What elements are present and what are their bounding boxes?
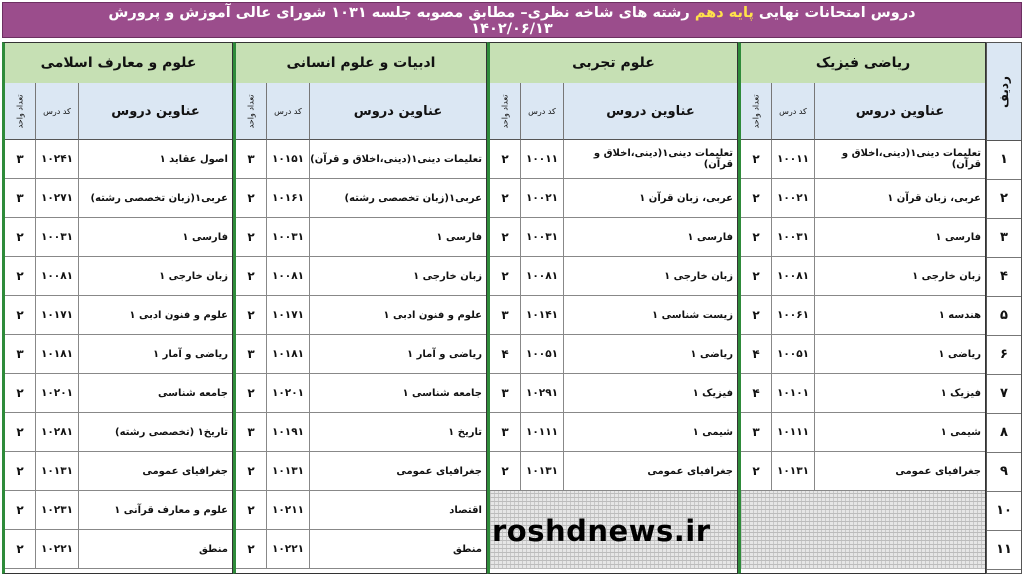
course-units: ۲ [741, 296, 771, 335]
row-number: ۲ [987, 179, 1021, 219]
course-units: ۲ [490, 179, 520, 218]
course-units: ۲ [741, 140, 771, 179]
course-code: ۱۰۰۱۱ [771, 140, 815, 179]
course-title: زبان خارجی ۱ [815, 257, 985, 296]
row-number: ۶ [987, 335, 1021, 375]
group-humanities [233, 42, 487, 574]
course-title: عربی، زبان قرآن ۱ [564, 179, 737, 218]
course-code-header: کد درس [520, 83, 564, 140]
course-code: ۱۰۰۱۱ [520, 140, 564, 179]
course-code: ۱۰۱۶۱ [266, 179, 310, 218]
course-units: ۲ [490, 140, 520, 179]
course-units: ۴ [741, 374, 771, 413]
course-title: علوم و فنون ادبی ۱ [310, 296, 486, 335]
course-title: فارسی ۱ [310, 218, 486, 257]
course-units: ۴ [490, 335, 520, 374]
course-title: زیست شناسی ۱ [564, 296, 737, 335]
units-header: تعداد واحد [5, 83, 35, 140]
course-units: ۲ [741, 257, 771, 296]
course-units: ۲ [741, 179, 771, 218]
row-number: ۸ [987, 413, 1021, 453]
course-title: علوم و فنون ادبی ۱ [79, 296, 232, 335]
course-title: فارسی ۱ [79, 218, 232, 257]
course-title: شیمی ۱ [815, 413, 985, 452]
course-title: فیزیک ۱ [815, 374, 985, 413]
course-units: ۳ [236, 413, 266, 452]
course-units: ۲ [490, 257, 520, 296]
course-title: منطق [79, 530, 232, 569]
course-title: هندسه ۱ [815, 296, 985, 335]
course-title: ریاضی و آمار ۱ [79, 335, 232, 374]
course-units: ۲ [236, 179, 266, 218]
empty-hatched-cell [741, 530, 985, 569]
course-units: ۲ [490, 218, 520, 257]
course-title: عربی۱(زبان تخصصی رشته) [79, 179, 232, 218]
units-header: تعداد واحد [490, 83, 520, 140]
course-units: ۲ [741, 218, 771, 257]
course-units: ۳ [490, 413, 520, 452]
course-code: ۱۰۲۰۱ [266, 374, 310, 413]
course-title: جغرافیای عمومی [310, 452, 486, 491]
course-code: ۱۰۰۸۱ [771, 257, 815, 296]
row-number-header: ردیف [987, 43, 1021, 141]
course-units: ۲ [236, 491, 266, 530]
course-units: ۲ [236, 218, 266, 257]
course-title: زبان خارجی ۱ [310, 257, 486, 296]
course-code: ۱۰۲۴۱ [35, 140, 79, 179]
course-code: ۱۰۰۳۱ [266, 218, 310, 257]
course-title: تاریخ۱ (تخصصی رشته) [79, 413, 232, 452]
course-title-header: عناوین دروس [310, 83, 486, 140]
course-units: ۳ [236, 335, 266, 374]
course-units: ۲ [5, 452, 35, 491]
course-title: فارسی ۱ [564, 218, 737, 257]
course-title: تعلیمات دینی۱(دینی،اخلاق و قرآن) [310, 140, 486, 179]
course-title: عربی، زبان قرآن ۱ [815, 179, 985, 218]
course-code: ۱۰۱۳۱ [266, 452, 310, 491]
course-title: جغرافیای عمومی [564, 452, 737, 491]
course-code: ۱۰۲۹۱ [520, 374, 564, 413]
course-code: ۱۰۱۵۱ [266, 140, 310, 179]
course-units: ۲ [236, 296, 266, 335]
course-units: ۲ [490, 452, 520, 491]
course-title: علوم و معارف قرآنی ۱ [79, 491, 232, 530]
course-units: ۳ [5, 179, 35, 218]
course-title: عربی۱(زبان تخصصی رشته) [310, 179, 486, 218]
course-code-header: کد درس [771, 83, 815, 140]
course-title: فارسی ۱ [815, 218, 985, 257]
course-units: ۳ [490, 296, 520, 335]
course-code: ۱۰۰۸۱ [35, 257, 79, 296]
course-code: ۱۰۲۷۱ [35, 179, 79, 218]
course-units: ۲ [5, 218, 35, 257]
course-code: ۱۰۰۳۱ [520, 218, 564, 257]
group-name: ریاضی فیزیک [741, 43, 985, 84]
course-code: ۱۰۰۸۱ [266, 257, 310, 296]
course-title: جامعه شناسی ۱ [310, 374, 486, 413]
row-number: ۱ [987, 140, 1021, 180]
course-code-header: کد درس [35, 83, 79, 140]
title-part1: دروس امتحانات نهایی [753, 5, 916, 21]
course-title-header: عناوین دروس [564, 83, 737, 140]
course-title: زبان خارجی ۱ [79, 257, 232, 296]
group-experimental-sciences [487, 42, 738, 574]
title-part2: رشته های شاخه نظری– مطابق مصوبه جلسه ۱۰۳۱ شورای عالی آموزش و پرورش [108, 5, 695, 21]
course-units: ۳ [741, 413, 771, 452]
page-title [2, 2, 1022, 38]
course-units: ۴ [741, 335, 771, 374]
course-title: ریاضی و آمار ۱ [310, 335, 486, 374]
row-number: ۹ [987, 452, 1021, 492]
course-code: ۱۰۱۱۱ [771, 413, 815, 452]
course-title: تاریخ ۱ [310, 413, 486, 452]
course-code: ۱۰۲۱۱ [266, 491, 310, 530]
course-code: ۱۰۲۳۱ [35, 491, 79, 530]
course-code: ۱۰۰۳۱ [35, 218, 79, 257]
course-units: ۲ [5, 296, 35, 335]
watermark-text: roshdnews.ir [492, 514, 711, 548]
course-code: ۱۰۱۳۱ [520, 452, 564, 491]
course-units: ۲ [5, 491, 35, 530]
course-units: ۲ [236, 452, 266, 491]
course-units: ۲ [236, 530, 266, 569]
row-number: ۵ [987, 296, 1021, 336]
course-units: ۲ [5, 413, 35, 452]
units-header: تعداد واحد [741, 83, 771, 140]
units-header: تعداد واحد [236, 83, 266, 140]
course-code: ۱۰۰۶۱ [771, 296, 815, 335]
course-code: ۱۰۲۰۱ [35, 374, 79, 413]
course-units: ۲ [236, 374, 266, 413]
group-name: ادبیات و علوم انسانی [236, 43, 486, 84]
course-units: ۲ [5, 257, 35, 296]
group-name: علوم تجربی [490, 43, 737, 84]
course-code: ۱۰۱۹۱ [266, 413, 310, 452]
group-math-physics [738, 42, 986, 574]
course-title-header: عناوین دروس [815, 83, 985, 140]
group-islamic-studies [2, 42, 233, 574]
course-title: زبان خارجی ۱ [564, 257, 737, 296]
course-code: ۱۰۰۵۱ [771, 335, 815, 374]
course-units: ۲ [5, 530, 35, 569]
course-code: ۱۰۰۵۱ [520, 335, 564, 374]
course-code: ۱۰۰۲۱ [771, 179, 815, 218]
course-code: ۱۰۱۷۱ [266, 296, 310, 335]
course-code: ۱۰۱۷۱ [35, 296, 79, 335]
course-title: جغرافیای عمومی [79, 452, 232, 491]
course-code-header: کد درس [266, 83, 310, 140]
course-title: جغرافیای عمومی [815, 452, 985, 491]
course-code: ۱۰۱۳۱ [35, 452, 79, 491]
course-title: اقتصاد [310, 491, 486, 530]
course-title-header: عناوین دروس [79, 83, 232, 140]
row-number: ۱۰ [987, 491, 1021, 531]
group-name: علوم و معارف اسلامی [5, 43, 232, 84]
course-title: اصول عقاید ۱ [79, 140, 232, 179]
row-number: ۳ [987, 218, 1021, 258]
course-units: ۲ [236, 257, 266, 296]
row-number: ۷ [987, 374, 1021, 414]
course-code: ۱۰۰۳۱ [771, 218, 815, 257]
row-number: ۱۱ [987, 530, 1021, 570]
course-title: شیمی ۱ [564, 413, 737, 452]
course-title: ریاضی ۱ [815, 335, 985, 374]
course-code: ۱۰۲۲۱ [35, 530, 79, 569]
course-code: ۱۰۱۰۱ [771, 374, 815, 413]
course-code: ۱۰۰۲۱ [520, 179, 564, 218]
course-code: ۱۰۱۸۱ [266, 335, 310, 374]
course-code: ۱۰۲۲۱ [266, 530, 310, 569]
course-title: تعلیمات دینی۱(دینی،اخلاق و قرآن) [564, 140, 737, 179]
course-units: ۳ [490, 374, 520, 413]
course-code: ۱۰۱۸۱ [35, 335, 79, 374]
course-units: ۲ [741, 452, 771, 491]
course-title: فیزیک ۱ [564, 374, 737, 413]
course-code: ۱۰۰۸۱ [520, 257, 564, 296]
title-highlight: پایه دهم [694, 5, 754, 21]
empty-hatched-cell [741, 491, 985, 530]
course-code: ۱۰۱۱۱ [520, 413, 564, 452]
course-title: جامعه شناسی [79, 374, 232, 413]
row-number-column [986, 42, 1022, 574]
course-units: ۳ [5, 335, 35, 374]
course-code: ۱۰۱۴۱ [520, 296, 564, 335]
course-title: منطق [310, 530, 486, 569]
course-units: ۳ [236, 140, 266, 179]
row-number: ۴ [987, 257, 1021, 297]
course-code: ۱۰۲۸۱ [35, 413, 79, 452]
course-units: ۳ [5, 140, 35, 179]
title-date: ۱۴۰۲/۰۶/۱۳ [471, 21, 553, 37]
course-title: ریاضی ۱ [564, 335, 737, 374]
course-code: ۱۰۱۳۱ [771, 452, 815, 491]
course-title: تعلیمات دینی۱(دینی،اخلاق و قرآن) [815, 140, 985, 179]
course-units: ۲ [5, 374, 35, 413]
